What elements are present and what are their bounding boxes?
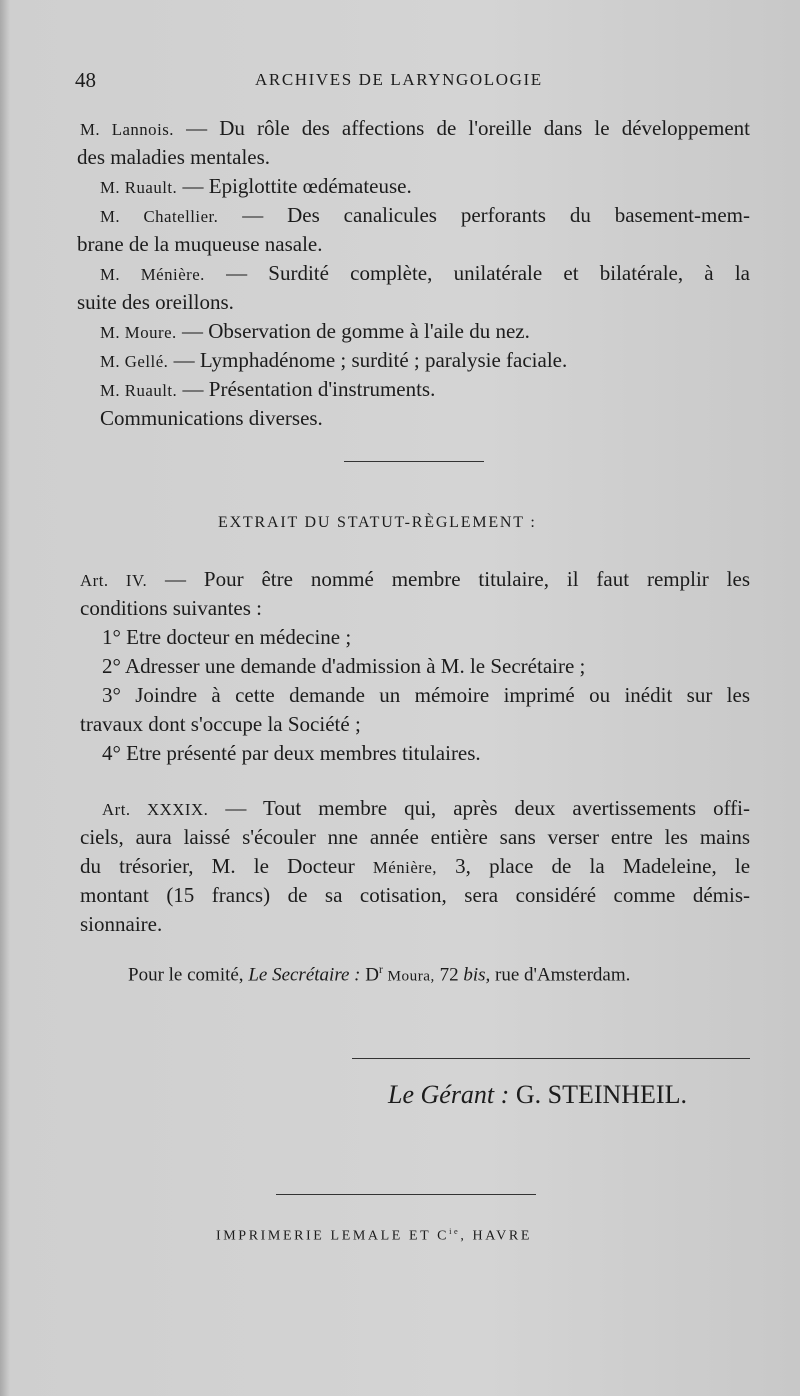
article-xxxix-line: sionnaire.: [80, 912, 163, 936]
communication-item: Communications diverses.: [100, 406, 323, 430]
communication-item: M. Lannois. — Du rôle des affections de l'oreille dans le développement: [80, 116, 750, 140]
article-label: Art. XXXIX.: [102, 800, 209, 819]
secretary-role: Le Secrétaire :: [248, 964, 361, 986]
secretary-name: Moura,: [387, 967, 435, 985]
article-xxxix-line: montant (15 francs) de sa cotisation, sera considéré comme démis-: [80, 883, 750, 907]
communication-title: Lymphadénome ; surdité ; paralysie faciale.: [199, 348, 568, 372]
communication-title: Surdité complète, unilatérale et bilatérale, à la: [268, 261, 750, 285]
gerant-label: Le Gérant :: [388, 1080, 510, 1109]
gerant-name: G. STEINHEIL.: [515, 1080, 687, 1109]
communication-title: Epiglottite œdémateuse.: [208, 174, 412, 198]
communication-item: M. Gellé. — Lymphadénome ; surdité ; paralysie faciale.: [100, 348, 568, 372]
communication-item: M. Chatellier. — Des canalicules perforants du basement-mem-: [100, 203, 750, 227]
communication-item: M. Ménière. — Surdité complète, unilatérale et bilatérale, à la: [100, 261, 750, 285]
condition-item: 3° Joindre à cette demande un mémoire imprimé ou inédit sur les: [102, 683, 750, 707]
communication-item: M. Ruault. — Epiglottite œdémateuse.: [100, 174, 412, 198]
imprint-rule: [276, 1194, 536, 1195]
article-iv-cont: conditions suivantes :: [80, 596, 262, 620]
condition-item: 1° Etre docteur en médecine ;: [102, 625, 352, 649]
author-name: M. Moure.: [100, 323, 177, 342]
committee-signature: Pour le comité, Le Secrétaire : $D^r$ Moura, 72 bis, rue d'Amsterdam.: [128, 964, 631, 986]
communication-continuation: des maladies mentales.: [77, 145, 271, 169]
communication-title: Des canalicules perforants du basement-mem-: [287, 203, 750, 227]
gerant-rule: [352, 1058, 750, 1059]
section-divider: [344, 461, 484, 462]
printer-imprint: IMPRIMERIE LEMALE ET $C^{ie}$, HAVRE: [216, 1227, 532, 1244]
running-title: ARCHIVES DE LARYNGOLOGIE: [255, 70, 543, 89]
communication-continuation: suite des oreillons.: [77, 290, 234, 314]
gerant-line: [388, 1080, 687, 1110]
statute-title: EXTRAIT DU STATUT-RÈGLEMENT :: [218, 514, 537, 531]
article-xxxix-line: du trésorier, M. le Docteur Ménière, 3, place de la Madeleine, le: [80, 854, 751, 878]
condition-item: 4° Etre présenté par deux membres titulaires.: [102, 741, 481, 765]
author-name: M. Ruault.: [100, 178, 178, 197]
author-name: M. Lannois.: [80, 120, 174, 139]
author-name: M. Gellé.: [100, 352, 169, 371]
author-name: M. Ménière.: [100, 265, 205, 284]
communication-title: Observation de gomme à l'aile du nez.: [208, 319, 530, 343]
author-name: M. Ruault.: [100, 381, 178, 400]
condition-item: 2° Adresser une demande d'admission à M. le Secrétaire ;: [102, 654, 586, 678]
communication-item: M. Ruault. — Présentation d'instruments.: [100, 377, 436, 401]
page-number: 48: [75, 68, 96, 92]
communication-item: M. Moure. — Observation de gomme à l'aile du nez.: [100, 319, 530, 343]
communication-continuation: brane de la muqueuse nasale.: [77, 232, 323, 256]
article-xxxix-line: ciels, aura laissé s'écouler nne année entière sans verser entre les mains: [80, 825, 750, 849]
communication-title: Du rôle des affections de l'oreille dans le développement: [219, 116, 750, 140]
communication-title: Présentation d'instruments.: [208, 377, 436, 401]
condition-item-cont: travaux dont s'occupe la Société ;: [80, 712, 361, 736]
article-iv-intro: Art. IV. — Pour être nommé membre titulaire, il faut remplir les: [80, 567, 750, 591]
article-xxxix-intro: Art. XXXIX. — Tout membre qui, après deux avertissements offi-: [102, 796, 751, 820]
treasurer-name: Ménière,: [372, 858, 437, 877]
article-label: Art. IV.: [80, 571, 148, 590]
author-name: M. Chatellier.: [100, 207, 219, 226]
